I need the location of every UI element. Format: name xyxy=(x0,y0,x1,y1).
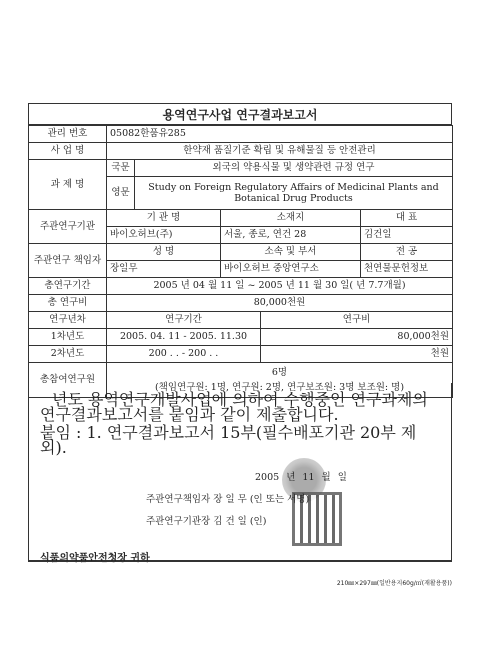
addressee: 식품의약품안전청장 귀하 xyxy=(40,553,150,564)
org-name-header: 기 관 명 xyxy=(107,210,221,227)
org-location-header: 소재지 xyxy=(221,210,361,227)
cost-label: 총 연구비 xyxy=(29,295,107,312)
english-title: Study on Foreign Regulatory Affairs of Medicinal Plants and Botanical Drug Products xyxy=(135,177,453,210)
year-cost-header: 연구비 xyxy=(261,312,453,329)
pi-major: 천연물문헌정보 xyxy=(361,261,453,278)
year1-label: 1차년도 xyxy=(29,329,107,346)
year1-period: 2005. 04. 11 - 2005. 11.30 xyxy=(107,329,261,346)
org-label: 주관연구기관 xyxy=(29,210,107,244)
pi-label: 주관연구 책임자 xyxy=(29,244,107,278)
year2-period: 200 . . - 200 . . xyxy=(107,346,261,363)
org-name: 바이오허브(주) xyxy=(107,227,221,244)
attachment-line: 붙임 : 1. 연구결과보고서 15부(필수배포기관 20부 제외). xyxy=(40,423,417,457)
pi-signature-line: 주관연구책임자 장 일 무 (인 또는 서명) xyxy=(146,494,310,505)
staff-label: 총참여연구원 xyxy=(29,363,107,398)
row-year1 xyxy=(29,329,453,346)
staff-count: 6명 xyxy=(271,367,288,378)
row-year2 xyxy=(29,346,453,363)
submission-date: 2005 년 11 월 일 xyxy=(255,472,347,483)
pi-name-header: 성 명 xyxy=(107,244,221,261)
task-label: 과 제 명 xyxy=(29,160,107,210)
row-mgmt-number xyxy=(29,126,453,143)
row-pi-header xyxy=(29,244,453,261)
mgmt-label: 관리 번호 xyxy=(29,126,107,143)
year1-cost: 80,000천원 xyxy=(261,329,453,346)
org-rep: 김건일 xyxy=(361,227,453,244)
staff-detail: (책임연구원: 1명, 연구원: 2명, 연구보조원: 3명 보조원: 명) xyxy=(154,382,405,393)
cost-value: 80,000천원 xyxy=(107,295,453,312)
row-total-cost xyxy=(29,295,453,312)
org-location: 서울, 종로, 연건 28 xyxy=(221,227,361,244)
row-org-header xyxy=(29,210,453,227)
project-value: 한약재 품질기준 확립 및 유해물질 등 안전관리 xyxy=(107,143,453,160)
english-label: 영문 xyxy=(107,177,135,210)
row-project xyxy=(29,143,453,160)
korean-label: 국문 xyxy=(107,160,135,177)
submission-paragraph: 년도 용역연구개발사업에 의하여 수행중인 연구과제의 연구결과보고서를 붙임과 같이 제출합니다. xyxy=(40,390,428,424)
pi-dept-header: 소속 및 부서 xyxy=(221,244,361,261)
project-label: 사 업 명 xyxy=(29,143,107,160)
year-period-header: 연구기간 xyxy=(107,312,261,329)
document-title: 용역연구사업 연구결과보고서 xyxy=(28,103,452,125)
year2-label: 2차년도 xyxy=(29,346,107,363)
row-task-korean xyxy=(29,160,453,177)
period-value: 2005 년 04 월 11 일 ~ 2005 년 11 월 30 일( 년 7.7개월) xyxy=(107,278,453,295)
head-signature-line: 주관연구기관장 김 건 일 (인) xyxy=(146,516,267,527)
paper-spec-footnote: 210㎜×297㎜(일반용지60g/㎡(재활용품)) xyxy=(336,580,452,587)
org-rep-header: 대 표 xyxy=(361,210,453,227)
bottom-rule xyxy=(28,561,452,576)
mgmt-value: 05082한품유285 xyxy=(107,126,453,143)
pi-name: 장일무 xyxy=(107,261,221,278)
year-label: 연구년차 xyxy=(29,312,107,329)
report-form-table xyxy=(28,125,453,398)
year2-cost: 천원 xyxy=(261,346,453,363)
pi-dept: 바이오허브 중앙연구소 xyxy=(221,261,361,278)
korean-title: 외국의 약용식물 및 생약관련 규정 연구 xyxy=(135,160,453,177)
row-period xyxy=(29,278,453,295)
pi-major-header: 전 공 xyxy=(361,244,453,261)
period-label: 총연구기간 xyxy=(29,278,107,295)
row-year-header xyxy=(29,312,453,329)
